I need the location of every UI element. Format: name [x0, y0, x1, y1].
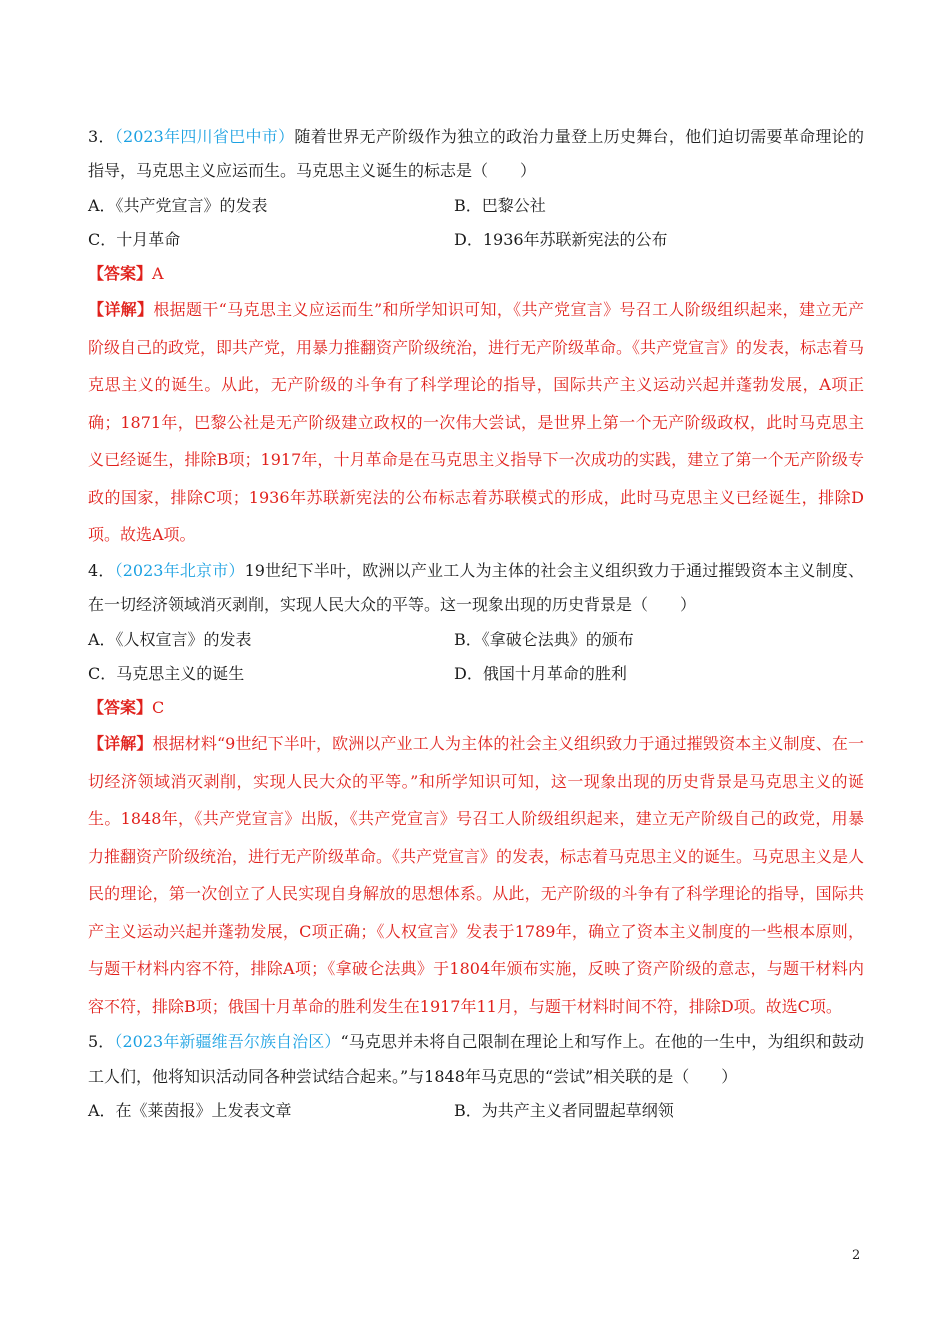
option-c: C．马克思主义的诞生 [88, 663, 245, 683]
answer-label: 【答案】 [88, 698, 153, 718]
options-row [88, 223, 864, 257]
explanation [88, 725, 864, 1025]
question-number: 3． [88, 127, 115, 146]
options-row [88, 189, 864, 223]
question-4-stem [88, 554, 864, 623]
option-a: A．《人权宣言》的发表 [88, 629, 252, 649]
question-number: 4． [88, 560, 115, 580]
option-a: A．《共产党宣言》的发表 [88, 195, 268, 215]
document-page [88, 120, 864, 1128]
option-b: B．《拿破仑法典》的颁布 [454, 629, 634, 649]
answer-value: C [152, 698, 165, 718]
answer-line [88, 257, 864, 291]
page-number: 2 [852, 1248, 861, 1263]
answer-label: 【答案】 [88, 264, 153, 284]
option-b: B．为共产主义者同盟起草纲领 [454, 1101, 674, 1121]
detail-text: 根据题干“马克思主义应运而生”和所学知识可知，《共产党宣言》号召工人阶级组织起来，建立无产阶级自己的政党，即共产党，用暴力推翻资产阶级统治，进行无产阶级革命。《共产党宣言》的发表，标志着马克思主义的诞生。从此，无产阶级的斗争有了科学理论的指导，国际共产主义运动兴起并蓬勃发展，A项正确；1871年，巴黎公社是无产阶级建立政权的一次伟大尝试，是世界上第一个无产阶级政权，此时马克思主义已经诞生，排除B项；1917年，十月革命是在马克思主义指导下一次成功的实践，建立了第一个无产阶级专政的国家，排除C项；1936年苏联新宪法的公布标志着苏联模式的形成，此时马克思主义已经诞生，排除D项。故选A项。 [88, 300, 865, 545]
answer-line [88, 691, 864, 725]
explanation [88, 291, 864, 554]
question-text: 19世纪下半叶，欧洲以产业工人为主体的社会主义组织致力于通过摧毁资本主义制度、在一切经济领域消灭剥削，实现人民大众的平等。这一现象出现的历史背景是（ ） [88, 560, 864, 615]
detail-text: 根据材料“9世纪下半叶，欧洲以产业工人为主体的社会主义组织致力于通过摧毁资本主义制度、在一切经济领域消灭剥削，实现人民大众的平等。”和所学知识可知，这一现象出现的历史背景是马克思主义的诞生。1848年，《共产党宣言》出版，《共产党宣言》号召工人阶级组织起来，建立无产阶级自己的政党，用暴力推翻资产阶级统治，进行无产阶级革命。《共产党宣言》的发表，标志着马克思主义的诞生。马克思主义是人民的理论，第一次创立了人民实现自身解放的思想体系。从此，无产阶级的斗争有了科学理论的指导，国际共产主义运动兴起并蓬勃发展，C项正确；《人权宣言》发表于1789年，确立了资本主义制度的一些根本原则，与题干材料内容不符，排除A项；《拿破仑法典》于1804年颁布实施，反映了资产阶级的意志，与题干材料内容不符，排除B项；俄国十月革命的胜利发生在1917年11月，与题干材料时间不符，排除D项。故选C项。 [88, 734, 865, 1016]
question-source: （2023年新疆维吾尔族自治区） [114, 1032, 341, 1052]
question-3-stem [88, 120, 864, 189]
option-c: C．十月革命 [88, 229, 181, 249]
options-row [88, 623, 864, 657]
question-source: （2023年四川省巴中市） [114, 127, 295, 146]
question-text: “马克思并未将自己限制在理论上和写作上。在他的一生中，为组织和鼓动工人们，他将知识活动同各种尝试结合起来。”与1848年马克思的“尝试”相关联的是（ ） [88, 1032, 864, 1086]
options-row [88, 657, 864, 691]
detail-label: 【详解】 [88, 300, 154, 320]
question-source: （2023年北京市） [114, 560, 245, 580]
option-d: D．俄国十月革命的胜利 [454, 663, 627, 683]
question-text: 随着世界无产阶级作为独立的政治力量登上历史舞台，他们迫切需要革命理论的指导，马克思主义应运而生。马克思主义诞生的标志是（ ） [88, 127, 864, 181]
option-a: A．在《莱茵报》上发表文章 [88, 1101, 292, 1121]
option-d: D．1936年苏联新宪法的公布 [454, 229, 668, 249]
question-number: 5． [88, 1032, 115, 1052]
detail-label: 【详解】 [88, 734, 153, 754]
answer-value: A [152, 264, 164, 284]
question-5-stem [88, 1025, 864, 1094]
options-row [88, 1094, 864, 1128]
option-b: B．巴黎公社 [454, 195, 546, 215]
